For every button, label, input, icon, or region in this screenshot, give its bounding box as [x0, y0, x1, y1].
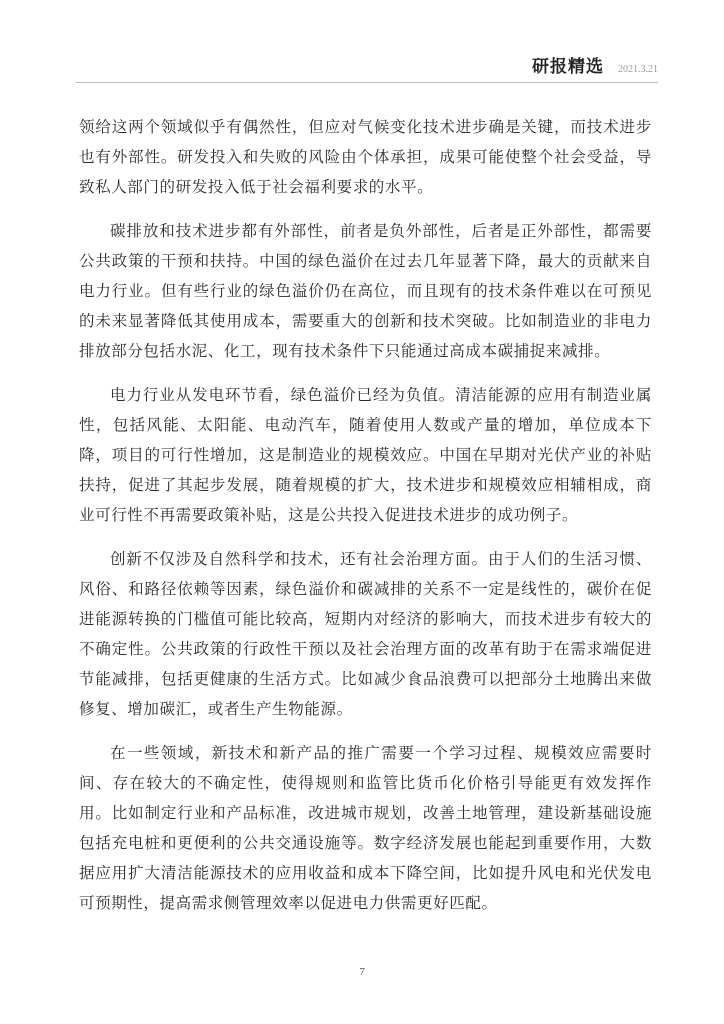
paragraph-power-industry: 电力行业从发电环节看，绿色溢价已经为负值。清洁能源的应用有制造业属性，包括风能、太阳能、电动汽车，随着使用人数或产量的增加，单位成本下降，项目的可行性增加，这是制造业的规模效应。中国在早期对光伏产业的补贴扶持，促进了其起步发展，随着规模的扩大，技术进步和规模效应相辅相成，商业可行性不再需要政策补贴，这是公共投入促进技术进步的成功例子。: [79, 386, 652, 524]
page-header: [532, 52, 658, 77]
article-body: [79, 112, 652, 932]
paragraph-continued: 领给这两个领域似乎有偶然性，但应对气候变化技术进步确是关键，而技术进步也有外部性。研发投入和失败的风险由个体承担，成果可能使整个社会受益，导致私人部门的研发投入低于社会福利要求的水平。: [79, 118, 652, 196]
header-divider: [76, 82, 658, 83]
header-title: 研报精选: [532, 57, 604, 77]
paragraph-social-governance: 创新不仅涉及自然科学和技术，还有社会治理方面。由于人们的生活习惯、风俗、和路径依赖等因素，绿色溢价和碳减排的关系不一定是线性的，碳价在促进能源转换的门槛值可能比较高，短期内对经济的影响大，而技术进步有较大的不确定性。公共政策的行政性干预以及社会治理方面的改革有助于在需求端促进节能减排，包括更健康的生活方式。比如减少食品浪费可以把部分土地腾出来做修复、增加碳汇，或者生产生物能源。: [79, 550, 652, 718]
page-number: 7: [359, 966, 365, 978]
header-date: 2021.3.21: [618, 64, 658, 75]
paragraph-externalities: 碳排放和技术进步都有外部性，前者是负外部性，后者是正外部性，都需要公共政策的干预和扶持。中国的绿色溢价在过去几年显著下降，最大的贡献来自电力行业。但有些行业的绿色溢价仍在高位，而且现有的技术条件难以在可预见的未来显著降低其使用成本，需要重大的创新和技术突破。比如制造业的非电力排放部分包括水泥、化工，现有技术条件下只能通过高成本碳捕捉来减排。: [79, 222, 652, 360]
paragraph-regulation: 在一些领域，新技术和新产品的推广需要一个学习过程、规模效应需要时间、存在较大的不确定性，使得规则和监管比货币化价格引导能更有效发挥作用。比如制定行业和产品标准，改进城市规划，改善土地管理，建设新基础设施包括充电桩和更便利的公共交通设施等。数字经济发展也能起到重要作用，大数据应用扩大清洁能源技术的应用收益和成本下降空间，比如提升风电和光伏发电可预期性，提高需求侧管理效率以促进电力供需更好匹配。: [79, 744, 652, 912]
